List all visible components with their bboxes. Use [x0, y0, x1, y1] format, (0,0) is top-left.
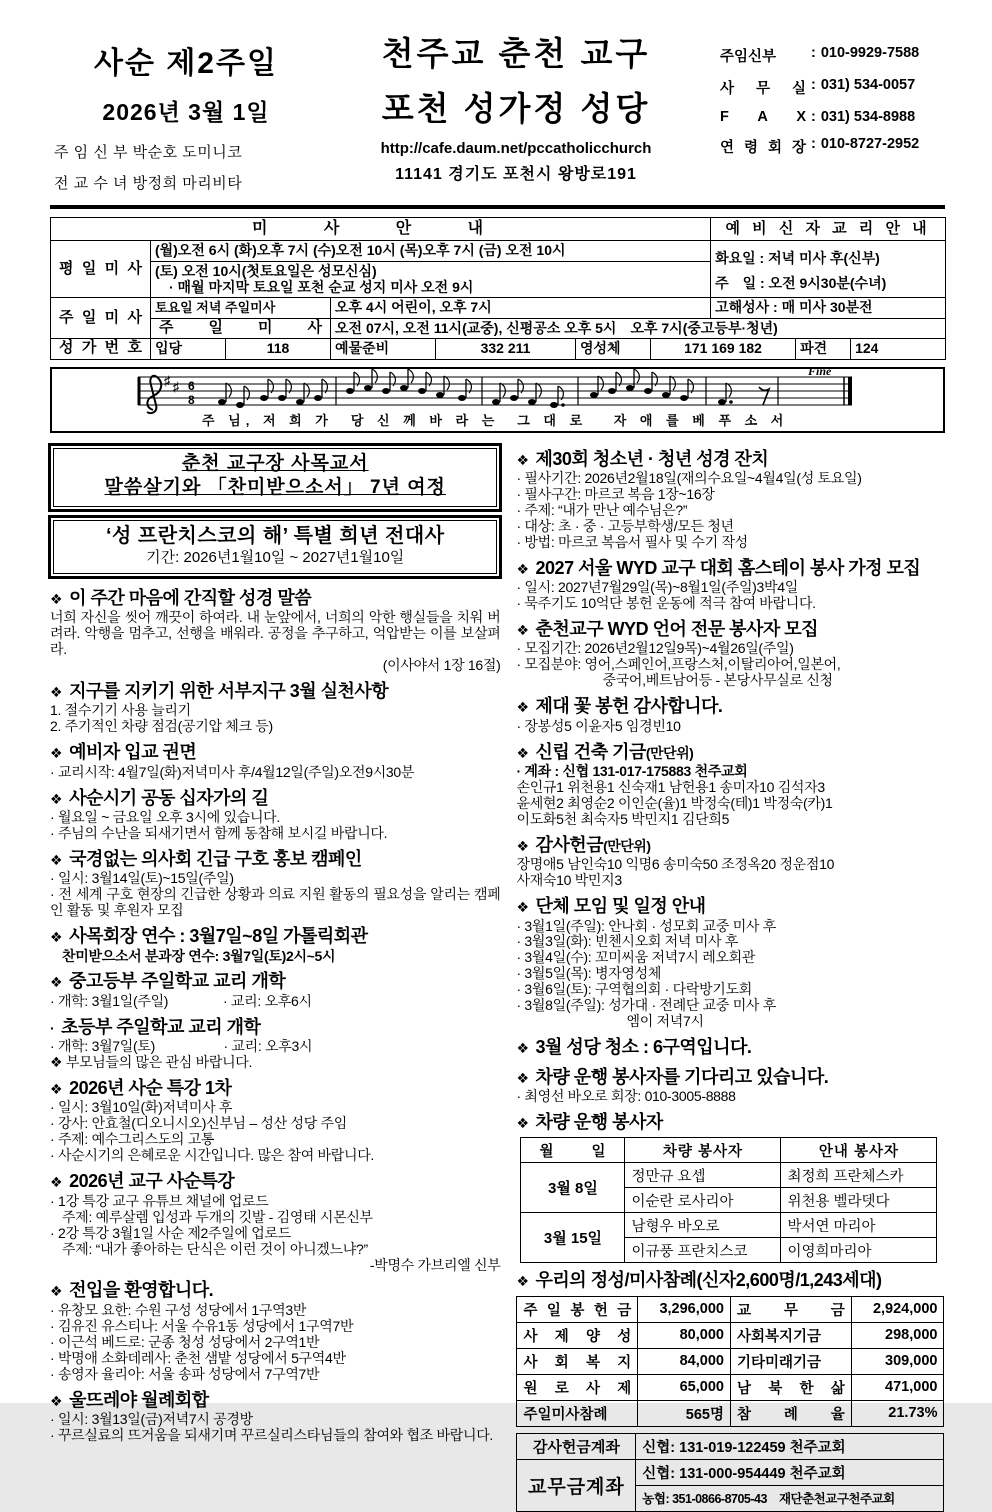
- offering-value: 21.73%: [851, 1400, 944, 1426]
- section-line: 사재숙10 박민지3: [516, 872, 622, 889]
- header: [50, 26, 945, 209]
- section-line: 중국어,베트남어등 - 본당사무실로 신청: [602, 672, 833, 689]
- section-line: · 필사기간: 2026년2월18일(재의수요일~4월4일(성 토요일): [516, 469, 862, 486]
- clover-bullet-icon: ❖: [50, 1283, 63, 1300]
- section-title-text: 감사헌금: [535, 834, 604, 855]
- section-line: · 3월4일(수): 꼬미씨움 저녁7시 레오회관: [516, 949, 756, 966]
- section-title: [50, 1389, 500, 1412]
- saturday-vigil-label: 토요일 저녁 주일미사: [151, 298, 331, 319]
- section-title: [516, 1111, 945, 1134]
- offering-value: 565명: [638, 1400, 731, 1426]
- clover-bullet-icon: ❖: [516, 837, 529, 854]
- clover-bullet-icon: ❖: [516, 560, 529, 577]
- section-line: · 일시: 3월13일(금)저녁7시 공경방: [50, 1411, 253, 1427]
- section-title-text: 전입을 환영합니다.: [69, 1280, 214, 1301]
- clover-bullet-icon: ❖: [50, 851, 63, 868]
- section-line: · 3월3일(화): 빈첸시오회 저녁 미사 후: [516, 933, 738, 950]
- section-line: 1. 절수기기 사용 늘리기: [50, 702, 191, 719]
- section-title: [50, 787, 500, 810]
- section-title: [50, 970, 500, 993]
- left-column: [50, 442, 500, 1444]
- vehicle-driver: 이규풍 프란치스코: [625, 1238, 781, 1263]
- offering-value: 80,000: [638, 1322, 731, 1348]
- offering-label: 기타미래기금: [730, 1348, 851, 1374]
- saturday-vigil-times: 오후 4시 어린이, 오후 7시: [331, 298, 711, 319]
- catechumen-title: 예 비 신 자 교 리 안 내: [711, 218, 946, 241]
- offering-label: 사 제 양 성: [517, 1322, 638, 1348]
- section-title: [516, 557, 945, 580]
- section-line: 주제: 예루살렘 입성과 두개의 깃발 - 김영태 시몬신부: [62, 1208, 373, 1225]
- section-title-suffix: (만단위): [645, 744, 694, 761]
- section-title-text: 차량 운행 봉사자: [535, 1111, 663, 1132]
- offering-value: 2,924,000: [851, 1296, 944, 1322]
- vehicle-guide: 이영희마리아: [781, 1238, 937, 1263]
- clover-bullet-icon: ❖: [50, 590, 63, 607]
- section-title: [50, 1077, 500, 1100]
- vehicle-volunteer-table: [520, 1137, 937, 1263]
- section-line: 윤세현2 최영순2 이인순(율)1 박정숙(테)1 박정숙(카)1: [516, 794, 833, 811]
- account-table: [516, 1433, 944, 1512]
- vehicle-col-date: 월 일: [521, 1138, 625, 1163]
- section-line: ❖ 부모님들의 많은 관심 바랍니다.: [50, 1054, 253, 1071]
- vehicle-date: 3월 15일: [521, 1213, 625, 1263]
- vehicle-date: 3월 8일: [521, 1163, 625, 1213]
- svg-text:♯: ♯: [164, 372, 171, 388]
- section: [50, 787, 500, 842]
- section-title: [50, 1170, 500, 1193]
- section-title-suffix: (만단위): [603, 837, 651, 854]
- section-line: 찬미받으소서 분과장 연수: 3월7일(토)2시~5시: [62, 947, 336, 964]
- section-title-text: 중고등부 주일학교 교리 개학: [69, 971, 286, 992]
- section-line: · 일시: 3월10일(화)저녁미사 후: [50, 1099, 233, 1116]
- section-title: [516, 1066, 945, 1089]
- section-title: [50, 587, 500, 610]
- section: [516, 1066, 945, 1105]
- clover-bullet-icon: ❖: [516, 899, 529, 916]
- section-line: 2. 주기적인 차량 점검(공기압 체크 등): [50, 718, 273, 735]
- contact-value: 031) 534-8988: [820, 109, 916, 125]
- hymn-entrance-number: 118: [226, 339, 331, 360]
- contact-row: [720, 136, 945, 157]
- section-line: · 강사: 안효철(디오니시오)신부님 – 성산 성당 주임: [50, 1115, 347, 1132]
- hymn-offertory-number: 332 211: [436, 339, 576, 360]
- offering-label: 교 무 금: [730, 1296, 851, 1322]
- clover-bullet-icon: ❖: [50, 683, 63, 700]
- section: [50, 1170, 500, 1273]
- music-staff: [52, 363, 943, 413]
- section-line: · 묵주기도 10억단 봉헌 운동에 적극 참여 바랍니다.: [516, 595, 816, 612]
- section-title: [516, 1269, 945, 1292]
- section-line: · 개학: 3월1일(주일) · 교리: 오후6시: [50, 992, 312, 1009]
- weekday-mass-label: 평 일 미 사: [51, 241, 151, 298]
- section-line: · 꾸르실료의 뜨거움을 되새기며 꾸르실리스타님들의 참여와 협조 바랍니다.: [50, 1426, 494, 1443]
- section-line: · 전 세계 구호 현장의 긴급한 상황과 의료 지원 활동의 필요성을 알리는 캠페인 활동 및 후원자 모집: [50, 886, 501, 919]
- offering-label: 사 회 복 지: [517, 1348, 638, 1374]
- section-title-text: 울뜨레야 월례회합: [69, 1389, 209, 1410]
- sunday-mass-times: 오전 07시, 오전 11시(교중), 신평공소 오후 5시 오후 7시(중고등부·청년): [331, 318, 946, 339]
- section-title-text: 2026년 사순 특강 1차: [69, 1078, 232, 1099]
- bulletin-date: 2026년 3월 1일: [102, 99, 270, 125]
- section-line: 엠이 저녁7시: [626, 1013, 704, 1030]
- section-line: · 송영자 율리아: 서울 송파 성당에서 7구역7반: [50, 1365, 320, 1382]
- hymn-dismissal-label: 파견: [796, 339, 851, 360]
- section: [516, 741, 945, 828]
- svg-text:6: 6: [188, 378, 195, 393]
- section: [50, 848, 500, 919]
- contact-label: F A X: [720, 109, 806, 125]
- section-line: · 김유진 유스티나: 서울 수유1동 성당에서 1구역7반: [50, 1317, 354, 1334]
- contact-label: 주임신부: [720, 49, 777, 65]
- pastoral-letter-line1: 춘천 교구장 사목교서: [181, 452, 369, 474]
- thanks-account-number: 신협: 131-019-122459 천주교회: [636, 1433, 944, 1459]
- section: [516, 695, 945, 734]
- clover-bullet-icon: ❖: [50, 929, 63, 946]
- clover-bullet-icon: ❖: [50, 1392, 63, 1409]
- hymn-offertory-label: 예물준비: [331, 339, 436, 360]
- saturday-mass-line1: (토) 오전 10시(첫토요일은 성모신심): [155, 262, 377, 279]
- section-title-text: 춘천교구 WYD 언어 전문 봉사자 모집: [535, 619, 819, 640]
- contact-colon: :: [811, 45, 816, 61]
- section: [50, 587, 500, 674]
- right-sections: [516, 448, 945, 1105]
- section: [50, 1389, 500, 1444]
- section-title: [516, 895, 945, 918]
- contact-label: 연 령 회 장: [720, 140, 806, 156]
- section-line: · 모집기간: 2026년2월12일9목)~4월26일(주일): [516, 640, 794, 657]
- section-title: [50, 848, 500, 871]
- vehicle-driver: 남형우 바오로: [625, 1213, 781, 1238]
- section-title-text: 2027 서울 WYD 교구 대회 홈스테이 봉사 가정 모집: [535, 557, 921, 578]
- vehicle-col-driver: 차량 봉사자: [625, 1138, 781, 1163]
- clover-bullet-icon: ❖: [516, 451, 529, 468]
- section: [50, 1279, 500, 1382]
- vehicle-guide: 위천용 벨라뎃다: [781, 1188, 937, 1213]
- contact-row: [720, 45, 945, 66]
- section-title-text: 제대 꽃 봉헌 감사합니다.: [535, 696, 723, 717]
- section: [516, 1036, 945, 1059]
- section-title: [516, 834, 945, 857]
- section-line: · 모집분야: 영어,스페인어,프랑스처,이탈리아어,일본어,: [516, 656, 841, 673]
- parish-name: 포천 성가정 성당: [381, 90, 651, 127]
- hymn-communion-label: 영성체: [576, 339, 651, 360]
- section-title: [50, 1279, 500, 1302]
- sunday-sub-label: 주 일 미 사: [151, 318, 331, 339]
- jubilee-title: ‘성 프란치스코의 해’ 특별 희년 전대사: [105, 524, 445, 547]
- section-title-text: 2026년 교구 사순특강: [69, 1171, 235, 1192]
- section-title: [50, 925, 500, 948]
- section-line: 이도화5천 최숙자5 박민지1 김단희5: [516, 810, 730, 827]
- clover-bullet-icon: ❖: [516, 622, 529, 639]
- saturday-mass-line2: · 매월 마지막 토요일 포천 순교 성지 미사 오전 9시: [169, 279, 474, 296]
- section-title-text: 예비자 입교 권면: [69, 742, 197, 763]
- body-columns: [50, 442, 945, 1512]
- parish-url[interactable]: http://cafe.daum.net/pccatholicchurch: [380, 140, 652, 157]
- section-title: [50, 741, 500, 764]
- section-line: 장명애5 남인숙10 익명6 송미숙50 조정옥20 정운점10: [516, 856, 835, 873]
- hymn-label: 성 가 번 호: [51, 339, 151, 360]
- offering-label: 주일미사참례: [517, 1400, 638, 1426]
- contact-colon: :: [811, 136, 816, 152]
- weekday-mass-times: (월)오전 6시 (화)오후 7시 (수)오전 10시 (목)오후 7시 (금) 오전 10시: [151, 241, 711, 262]
- section-title-text: 사순시기 공동 십자가의 길: [69, 787, 269, 808]
- svg-text:8: 8: [188, 392, 195, 407]
- section-line: · 3월5일(목): 병자영성체: [516, 965, 662, 982]
- dues-account-number-1: 신협: 131-000-954449 천주교회: [636, 1459, 944, 1485]
- section-title-text: 우리의 정성/미사참례(신자2,600명/1,243세대): [535, 1270, 882, 1291]
- offering-value: 298,000: [851, 1322, 944, 1348]
- offering-value: 3,296,000: [638, 1296, 731, 1322]
- contact-colon: :: [811, 77, 816, 93]
- section-line: · 주제: “내가 만난 예수님은?”: [516, 501, 688, 518]
- contact-label: 사 무 실: [720, 81, 806, 97]
- section-title: [50, 1016, 500, 1039]
- section: [50, 1016, 500, 1071]
- section-title: [516, 695, 945, 718]
- clover-bullet-icon: ❖: [516, 1114, 529, 1131]
- jubilee-indulgence-box: [53, 520, 497, 574]
- diocese-name: 천주교 춘천 교구: [381, 35, 651, 72]
- contact-colon: :: [811, 109, 816, 125]
- offering-value: 309,000: [851, 1348, 944, 1374]
- offering-label: 주 일 봉 헌 금: [517, 1296, 638, 1322]
- clover-bullet-icon: ❖: [50, 790, 63, 807]
- section: [516, 834, 945, 889]
- offering-label: 남 북 한 삶: [730, 1374, 851, 1400]
- section-title-text: 이 주간 마음에 간직할 성경 말씀: [69, 587, 312, 608]
- sunday-mass-label: 주 일 미 사: [51, 298, 151, 339]
- section-line: · 3월1일(주일): 안나회 · 성모회 교중 미사 후: [516, 917, 776, 934]
- mass-schedule-table: [50, 217, 946, 360]
- section-title: [516, 741, 945, 764]
- hymn-lyrics: 주 님, 저 희 가 당 신 께 바 라 는 그 대 로 자 애 를 베 푸 소 서: [202, 412, 789, 428]
- section-vehicle-volunteers: [516, 1111, 945, 1134]
- dues-account-number-2: 농협: 351-0866-8705-43 재단춘천교구천주교회: [636, 1485, 944, 1511]
- header-left: [50, 26, 322, 193]
- left-sections: [50, 587, 500, 1444]
- liturgical-sunday-title: 사순 제2주일: [94, 47, 278, 80]
- section-line: 너희 자신을 씻어 깨끗이 하여라. 내 눈앞에서, 너희의 악한 행실들을 치워 버려라. 악행을 멈추고, 선행을 배워라. 공정을 추구하고, 억압받는 이를 보살펴라.: [50, 609, 501, 658]
- section-title-text: 국경없는 의사회 긴급 구호 홍보 캠페인: [69, 848, 362, 869]
- section-line: · 박명애 소화데레사: 춘천 샘밭 성당에서 5구역4반: [50, 1349, 346, 1366]
- pastor-name: 주 임 신 부 박순호 도미니코: [54, 144, 243, 161]
- contact-value: 031) 534-0057: [820, 77, 916, 93]
- clover-bullet-icon: ❖: [50, 974, 63, 991]
- clover-bullet-icon: ❖: [50, 1174, 63, 1191]
- mass-info-title: 미 사 안 내: [51, 218, 711, 241]
- section-line: -박명수 가브리엘 신부: [369, 1256, 501, 1273]
- section-title-text: 차량 운행 봉사자를 기다리고 있습니다.: [535, 1066, 829, 1087]
- section-title-text: 3월 성당 청소 : 6구역입니다.: [535, 1037, 752, 1058]
- dues-account-label: 교무금계좌: [517, 1459, 636, 1511]
- clover-bullet-icon: ❖: [50, 1081, 63, 1098]
- section: [50, 970, 500, 1009]
- section-line: · 일시: 3월14일(토)~15일(주일): [50, 870, 234, 887]
- offering-value: 471,000: [851, 1374, 944, 1400]
- header-center: [322, 26, 710, 193]
- offering-value: 84,000: [638, 1348, 731, 1374]
- section-title-text: 신립 건축 기금: [535, 741, 646, 762]
- hymn-dismissal-number: 124: [851, 339, 946, 360]
- section-line: · 대상: 초 · 중 · 고등부학생/모든 청년: [516, 517, 734, 534]
- section-line: · 방법: 마르코 복음서 필사 및 수기 작성: [516, 533, 748, 550]
- parish-address: 11141 경기도 포천시 왕방로191: [395, 166, 637, 183]
- thanks-account-label: 감사헌금계좌: [517, 1433, 636, 1459]
- section: [50, 1077, 500, 1164]
- clover-bullet-icon: ❖: [516, 1273, 529, 1290]
- confession-info: 고해성사 : 매 미사 30분전: [711, 298, 946, 319]
- saturday-weekday-mass: [151, 261, 711, 298]
- section-line: 손인규1 위천용1 신숙재1 남헌용1 송미자10 김석자3: [516, 778, 825, 795]
- contact-row: [720, 77, 945, 98]
- section-title-text: 초등부 주일학교 교리 개학: [61, 1016, 261, 1037]
- clover-bullet-icon: ❖: [516, 744, 529, 761]
- section-line: · 주님의 수난을 되새기면서 함께 동참해 보시길 바랍니다.: [50, 824, 388, 841]
- section-line: · 일시: 2027년7월29일(목)~8월1일(주일)3박4일: [516, 579, 798, 596]
- section-title-text: 제30회 청소년 · 청년 성경 잔치: [535, 448, 769, 469]
- section-line: · 개학: 3월7일(토) · 교리: 오후3시: [50, 1038, 313, 1055]
- section-line: · 장봉성5 이윤자5 임경빈10: [516, 717, 681, 734]
- section: [516, 557, 945, 612]
- section-line: · 주제: 예수그리스도의 고통: [50, 1131, 215, 1148]
- section: [50, 741, 500, 780]
- section-line: (이사야서 1장 16절): [382, 656, 501, 673]
- section-line: · 계좌 : 신협 131-017-175883 천주교회: [516, 763, 748, 780]
- offering-label: 참 례 율: [730, 1400, 851, 1426]
- clover-bullet-icon: ❖: [516, 1069, 529, 1086]
- section-line: · 교리시작: 4월7일(화)저녁미사 후/4월12일(주일)오전9시30분: [50, 763, 415, 780]
- section: [516, 895, 945, 1030]
- right-column: [516, 442, 945, 1512]
- section: [50, 680, 500, 735]
- offering-label: 사회복지기금: [730, 1322, 851, 1348]
- hymn-communion-number: 171 169 182: [651, 339, 796, 360]
- vehicle-guide: 박서연 마리아: [781, 1213, 937, 1238]
- vehicle-guide: 최정희 프란체스카: [781, 1163, 937, 1188]
- clover-bullet-icon: ❖: [516, 699, 529, 716]
- catechumen-tuesday: 화요일 : 저녁 미사 후(신부): [715, 249, 880, 266]
- section-title: [516, 448, 945, 471]
- section-line: · 3월6일(토): 구역협의회 · 다락방기도회: [516, 981, 752, 998]
- section-line: · 3월8일(주일): 성가대 · 전례단 교중 미사 후: [516, 997, 776, 1014]
- sister-name: 전 교 수 녀 방정희 마리비타: [54, 175, 243, 192]
- section-title-text: 단체 모임 및 일정 안내: [535, 896, 706, 917]
- section-title-text: 지구를 지키기 위한 서부지구 3월 실천사항: [69, 680, 389, 701]
- header-contacts: [710, 26, 945, 193]
- section-line: · 최영선 바오로 회장: 010-3005-8888: [516, 1087, 736, 1104]
- section: [50, 925, 500, 964]
- pastoral-letter-box: [53, 448, 497, 507]
- offering-table: [516, 1296, 944, 1427]
- clover-bullet-icon: ❖: [50, 745, 63, 762]
- vehicle-col-guide: 안내 봉사자: [781, 1138, 937, 1163]
- pastoral-letter-line2: 말씀살기와 「찬미받으소서」 7년 여정: [104, 477, 446, 499]
- section-line: · 2강 특강 3월1일 사순 제2주일에 업로드: [50, 1224, 291, 1241]
- section-title: [516, 618, 945, 641]
- section-line: · 월요일 ~ 금요일 오후 3시에 있습니다.: [50, 808, 280, 825]
- dot-bullet-icon: ·: [50, 1019, 55, 1036]
- clover-bullet-icon: ❖: [516, 1040, 529, 1057]
- hymn-entrance-label: 입당: [151, 339, 226, 360]
- vehicle-driver: 정만규 요셉: [625, 1163, 781, 1188]
- section: [516, 448, 945, 551]
- catechumen-cell: [711, 241, 946, 298]
- section-line: · 필사구간: 마르코 복음 1장~16장: [516, 485, 715, 502]
- section: [516, 618, 945, 689]
- section-title: [50, 680, 500, 703]
- catechumen-sunday: 주 일 : 오전 9시30분(수녀): [715, 274, 887, 291]
- svg-text:♯: ♯: [173, 378, 180, 394]
- section-title: [516, 1036, 945, 1059]
- contact-value: 010-8727-2952: [820, 136, 920, 152]
- vehicle-driver: 이순란 로사리아: [625, 1188, 781, 1213]
- section-line: · 이근석 베드로: 군종 청성 성당에서 2구역1반: [50, 1333, 320, 1350]
- contact-value: 010-9929-7588: [820, 45, 920, 61]
- hymn-notation-box: [50, 363, 945, 433]
- section-line: · 사순시기의 은혜로운 시간입니다. 많은 참여 바랍니다.: [50, 1147, 375, 1164]
- section-title-text: 사목회장 연수 : 3월7일~8일 가톨릭회관: [69, 926, 368, 947]
- section-offering: [516, 1269, 945, 1292]
- section-line: · 유창모 요한: 수원 구성 성당에서 1구역3반: [50, 1301, 307, 1318]
- fine-marking: Fine: [808, 363, 832, 378]
- jubilee-period: 기간: 2026년1월10일 ~ 2027년1월10일: [146, 548, 405, 566]
- offering-value: 65,000: [638, 1374, 731, 1400]
- section-line: 주제: “내가 좋아하는 단식은 이런 것이 아니겠느냐?”: [62, 1240, 368, 1257]
- section-line: · 1강 특강 교구 유튜브 채널에 업로드: [50, 1192, 269, 1209]
- offering-label: 원 로 사 제: [517, 1374, 638, 1400]
- contact-row: [720, 109, 945, 125]
